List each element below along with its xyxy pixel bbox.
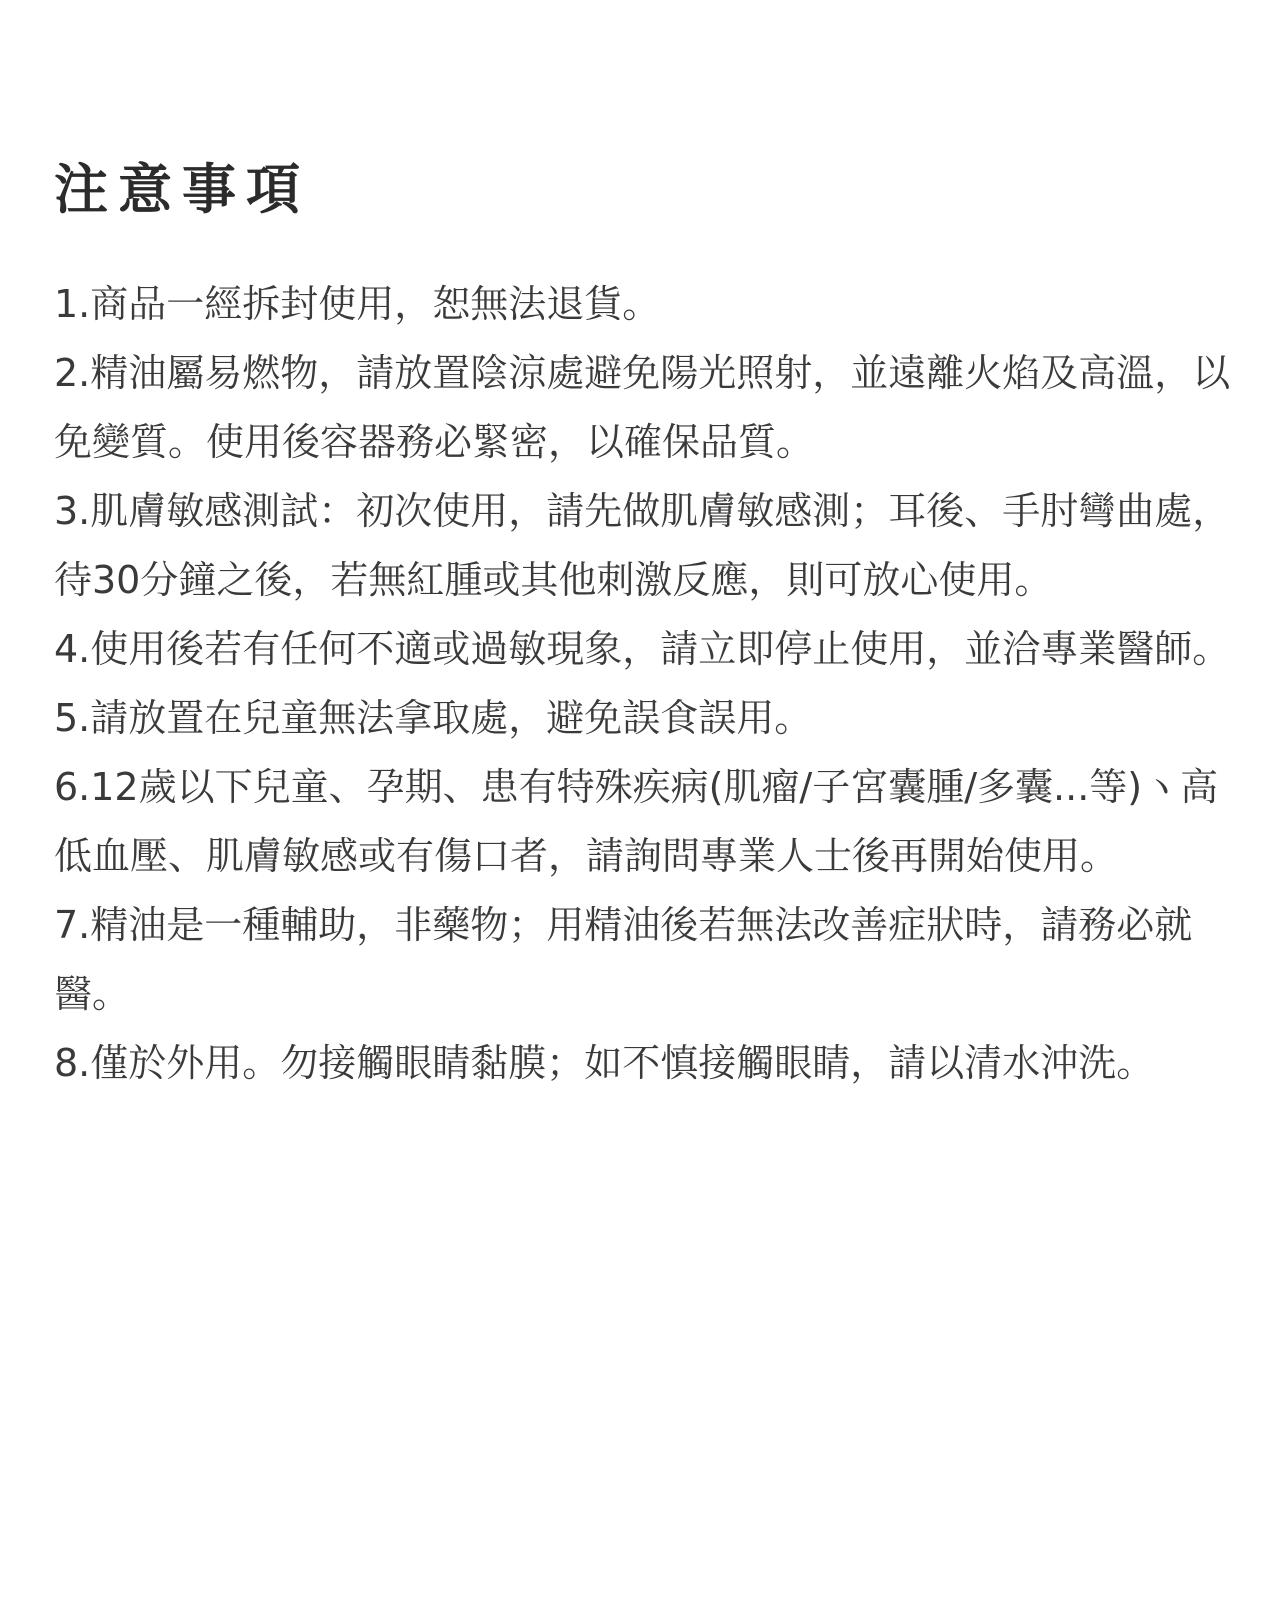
notice-item-6: 6.12歲以下兒童、孕期、患有特殊疾病(肌瘤/子宮囊腫/多囊...等)ヽ高低血壓、肌膚敏感或有傷口者，請詢問專業人士後再開始使用。 xyxy=(54,765,1219,878)
notice-item-1: 1.商品一經拆封使用，恕無法退貨。 xyxy=(54,282,661,326)
notice-item-2: 2.精油屬易燃物，請放置陰涼處避免陽光照射，並遠離火焰及高溫，以免變質。使用後容器務必緊密，以確保品質。 xyxy=(54,351,1231,464)
notice-list xyxy=(54,270,1234,1098)
notice-item-7: 7.精油是一種輔助，非藥物；用精油後若無法改善症狀時，請務必就醫。 xyxy=(54,903,1193,1016)
notice-item-4: 4.使用後若有任何不適或過敏現象，請立即停止使用，並洽專業醫師。 xyxy=(54,627,1231,671)
notice-item-3: 3.肌膚敏感測試：初次使用，請先做肌膚敏感測；耳後、手肘彎曲處，待30分鐘之後，若無紅腫或其他刺激反應，則可放心使用。 xyxy=(54,489,1231,602)
notice-document xyxy=(54,150,1234,1098)
notice-item-8: 8.僅於外用。勿接觸眼睛黏膜；如不慎接觸眼睛，請以清水沖洗。 xyxy=(54,1041,1155,1085)
page-title: 注意事項 xyxy=(54,158,310,221)
notice-item-5: 5.請放置在兒童無法拿取處，避免誤食誤用。 xyxy=(54,696,813,740)
